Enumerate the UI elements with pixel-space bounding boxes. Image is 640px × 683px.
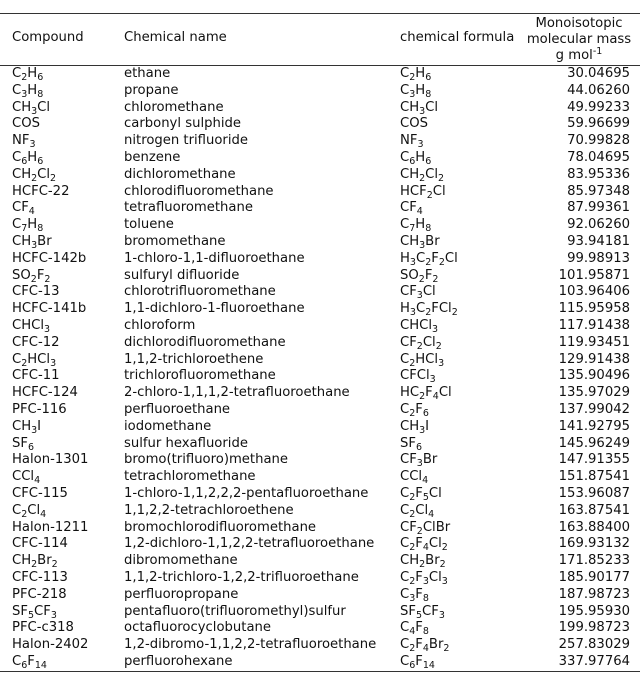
table-row <box>0 486 640 503</box>
cell-compound: CFC-13 <box>12 284 60 300</box>
cell-chemical-formula: $NF_3$ <box>400 133 424 151</box>
cell-chemical-formula: $C_7H_8$ <box>400 217 432 235</box>
header-chemical-name: Chemical name <box>124 30 227 46</box>
cell-chemical-formula: COS <box>400 116 428 132</box>
cell-chemical-name: iodomethane <box>124 418 212 434</box>
cell-compound: $C_6F_{14}$ <box>12 653 47 671</box>
cell-chemical-name: sulfuryl difluoride <box>124 267 240 283</box>
cell-molecular-mass: 163.87541 <box>558 502 630 518</box>
cell-chemical-name: 1,1-dichloro-1-fluoroethane <box>124 301 305 317</box>
cell-molecular-mass: 171.85233 <box>558 553 630 569</box>
cell-compound: $CH_3Br$ <box>12 233 52 251</box>
cell-compound: CFC-113 <box>12 569 68 585</box>
table-row <box>0 217 640 234</box>
table-row <box>0 335 640 352</box>
cell-chemical-name: 1,1,2-trichloro-1,2,2-trifluoroethane <box>124 569 359 585</box>
cell-compound: $NF_3$ <box>12 133 36 151</box>
cell-molecular-mass: 187.98723 <box>558 586 630 602</box>
cell-chemical-name: chlorodifluoromethane <box>124 183 274 199</box>
table-row <box>0 402 640 419</box>
cell-chemical-formula: $CF_3Cl$ <box>400 284 436 302</box>
cell-chemical-name: toluene <box>124 217 174 233</box>
cell-chemical-formula: $SF_6$ <box>400 435 423 453</box>
cell-molecular-mass: 153.96087 <box>558 485 630 501</box>
table-row <box>0 553 640 570</box>
cell-compound: PFC-218 <box>12 586 67 602</box>
header-row <box>0 14 640 66</box>
cell-compound: PFC-116 <box>12 401 67 417</box>
cell-compound: COS <box>12 116 40 132</box>
cell-chemical-formula: $CH_3Cl$ <box>400 99 439 117</box>
cell-chemical-formula: $C_3F_8$ <box>400 586 429 604</box>
cell-molecular-mass: 83.95336 <box>567 166 630 182</box>
cell-chemical-name: 2-chloro-1,1,1,2-tetrafluoroethane <box>124 385 350 401</box>
cell-chemical-name: bromochlorodifluoromethane <box>124 519 317 535</box>
cell-molecular-mass: 93.94181 <box>567 233 630 249</box>
cell-chemical-name: dichlorodifluoromethane <box>124 334 286 350</box>
cell-molecular-mass: 92.06260 <box>567 217 630 233</box>
table-row <box>0 604 640 621</box>
table-row <box>0 66 640 83</box>
cell-chemical-name: 1-chloro-1,1,2,2,2-pentafluoroethane <box>124 485 369 501</box>
cell-compound: $C_2HCl_3$ <box>12 351 57 369</box>
cell-chemical-name: bromo(trifluoro)methane <box>124 452 289 468</box>
header-molecular-mass <box>520 14 640 66</box>
table-row <box>0 301 640 318</box>
cell-chemical-name: sulfur hexafluoride <box>124 435 248 451</box>
table-row <box>0 368 640 385</box>
table-row <box>0 234 640 251</box>
cell-chemical-name: dibromomethane <box>124 553 238 569</box>
cell-molecular-mass: 49.99233 <box>567 99 630 115</box>
cell-chemical-name: 1,1,2-trichloroethene <box>124 351 264 367</box>
table-row <box>0 352 640 369</box>
cell-molecular-mass: 147.91355 <box>558 452 630 468</box>
cell-compound: $CH_2Cl_2$ <box>12 166 57 184</box>
table-row <box>0 100 640 117</box>
cell-molecular-mass: 103.96406 <box>558 284 630 300</box>
cell-compound: HCFC-142b <box>12 250 87 266</box>
cell-molecular-mass: 99.98913 <box>567 250 630 266</box>
cell-molecular-mass: 169.93132 <box>558 536 630 552</box>
table-row <box>0 385 640 402</box>
table-row <box>0 436 640 453</box>
cell-chemical-formula: $CF_2Cl_2$ <box>400 334 442 352</box>
cell-molecular-mass: 119.93451 <box>558 334 630 350</box>
cell-compound: Halon-2402 <box>12 637 89 653</box>
cell-chemical-name: octafluorocyclobutane <box>124 620 271 636</box>
compounds-table <box>0 13 640 672</box>
cell-compound: Halon-1211 <box>12 519 89 535</box>
table-row <box>0 520 640 537</box>
cell-molecular-mass: 101.95871 <box>558 267 630 283</box>
cell-compound: $CH_3Cl$ <box>12 99 51 117</box>
cell-chemical-name: ethane <box>124 66 171 81</box>
cell-molecular-mass: 337.97764 <box>558 653 630 669</box>
cell-chemical-formula: $C_2Cl_4$ <box>400 502 435 520</box>
cell-chemical-formula: $H_3C_2F_2Cl$ <box>400 250 458 268</box>
table-row <box>0 469 640 486</box>
cell-chemical-formula: $CH_3Br$ <box>400 233 440 251</box>
cell-chemical-name: bromomethane <box>124 233 226 249</box>
cell-compound: $C_3H_8$ <box>12 82 44 100</box>
cell-chemical-name: benzene <box>124 149 181 165</box>
cell-compound: Halon-1301 <box>12 452 89 468</box>
cell-compound: $CH_2Br_2$ <box>12 553 58 571</box>
cell-molecular-mass: 70.99828 <box>567 133 630 149</box>
cell-molecular-mass: 78.04695 <box>567 149 630 165</box>
cell-compound: PFC-c318 <box>12 620 74 636</box>
cell-compound: $SF_5CF_3$ <box>12 603 57 621</box>
cell-molecular-mass: 115.95958 <box>558 301 630 317</box>
cell-chemical-name: chlorotrifluoromethane <box>124 284 276 300</box>
cell-compound: HCFC-124 <box>12 385 78 401</box>
cell-chemical-formula: $C_2F_5Cl$ <box>400 485 442 503</box>
cell-molecular-mass: 199.98723 <box>558 620 630 636</box>
table-row <box>0 587 640 604</box>
cell-chemical-formula: CHCl$_3$ <box>400 317 439 335</box>
cell-molecular-mass: 195.95930 <box>558 603 630 619</box>
cell-chemical-formula: $CF_3Br$ <box>400 452 438 470</box>
cell-compound: $SO_2F_2$ <box>12 267 51 285</box>
table-row <box>0 419 640 436</box>
table-row <box>0 251 640 268</box>
cell-chemical-formula: $H_3C_2FCl_2$ <box>400 301 458 319</box>
table-row <box>0 318 640 335</box>
cell-chemical-formula: $CH_3I$ <box>400 418 430 436</box>
table-row <box>0 167 640 184</box>
cell-chemical-formula: $C_2H_6$ <box>400 66 432 83</box>
cell-chemical-formula: $C_6H_6$ <box>400 149 432 167</box>
table-row <box>0 133 640 150</box>
header-chemical-formula: chemical formula <box>400 30 515 46</box>
cell-chemical-formula: $CH_2Cl_2$ <box>400 166 445 184</box>
cell-chemical-formula: $HCF_2Cl$ <box>400 183 446 201</box>
cell-compound: HCFC-22 <box>12 183 70 199</box>
cell-chemical-name: nitrogen trifluoride <box>124 133 248 149</box>
table-row <box>0 536 640 553</box>
table-body <box>0 66 640 672</box>
cell-chemical-name: chloroform <box>124 317 196 333</box>
cell-chemical-formula: $C_2F_4Cl_2$ <box>400 536 448 554</box>
cell-chemical-name: 1-chloro-1,1-difluoroethane <box>124 250 305 266</box>
header-mass-line2: molecular mass <box>526 32 632 47</box>
cell-molecular-mass: 135.97029 <box>558 385 630 401</box>
cell-chemical-formula: $C_3H_8$ <box>400 82 432 100</box>
cell-chemical-name: propane <box>124 82 179 98</box>
cell-chemical-formula: CFCl$_3$ <box>400 368 436 386</box>
cell-compound: $C_6H_6$ <box>12 149 44 167</box>
cell-chemical-name: 1,1,2,2-tetrachloroethene <box>124 502 294 518</box>
cell-molecular-mass: 129.91438 <box>558 351 630 367</box>
cell-molecular-mass: 87.99361 <box>567 200 630 216</box>
cell-compound: $C_7H_8$ <box>12 217 44 235</box>
cell-chemical-name: dichloromethane <box>124 166 236 182</box>
cell-chemical-name: pentafluoro(trifluoromethyl)sulfur <box>124 603 346 619</box>
table-row <box>0 654 640 671</box>
cell-chemical-name: perfluoroethane <box>124 401 231 417</box>
cell-chemical-formula: $HC_2F_4Cl$ <box>400 385 452 403</box>
cell-chemical-formula: $C_2F_4Br_2$ <box>400 637 450 655</box>
table-row <box>0 150 640 167</box>
cell-molecular-mass: 137.99042 <box>558 401 630 417</box>
cell-chemical-formula: $C_6F_{14}$ <box>400 653 435 671</box>
cell-compound: HCFC-141b <box>12 301 87 317</box>
cell-molecular-mass: 44.06260 <box>567 82 630 98</box>
cell-molecular-mass: 151.87541 <box>558 469 630 485</box>
cell-compound: CFC-12 <box>12 334 60 350</box>
cell-molecular-mass: 163.88400 <box>558 519 630 535</box>
table-row <box>0 200 640 217</box>
table-row <box>0 116 640 133</box>
cell-chemical-formula: $C_2F_6$ <box>400 401 429 419</box>
cell-chemical-name: 1,2-dibromo-1,1,2,2-tetrafluoroethane <box>124 637 377 653</box>
cell-compound: $CH_3I$ <box>12 418 42 436</box>
cell-molecular-mass: 257.83029 <box>558 637 630 653</box>
cell-compound: $C_2Cl_4$ <box>12 502 47 520</box>
cell-chemical-formula: $SO_2F_2$ <box>400 267 439 285</box>
cell-molecular-mass: 117.91438 <box>558 317 630 333</box>
table-row <box>0 503 640 520</box>
cell-compound: $C_2H_6$ <box>12 66 44 83</box>
header-mass-line1: Monoisotopic <box>535 16 623 31</box>
cell-molecular-mass: 85.97348 <box>567 183 630 199</box>
cell-compound: CHCl$_3$ <box>12 317 51 335</box>
cell-chemical-formula: $C_2F_3Cl_3$ <box>400 569 448 587</box>
table-row <box>0 637 640 654</box>
cell-chemical-name: perfluorohexane <box>124 653 233 669</box>
cell-chemical-formula: $C_4F_8$ <box>400 620 429 638</box>
cell-compound: $CF_4$ <box>12 200 35 218</box>
cell-chemical-formula: $CF_2ClBr$ <box>400 519 451 537</box>
cell-molecular-mass: 30.04695 <box>567 66 630 81</box>
cell-chemical-name: carbonyl sulphide <box>124 116 241 132</box>
cell-chemical-name: perfluoropropane <box>124 586 239 602</box>
cell-molecular-mass: 141.92795 <box>558 418 630 434</box>
cell-chemical-name: tetrachloromethane <box>124 469 256 485</box>
header-mass-unit: g mol$^{-1}$ <box>555 46 603 63</box>
cell-compound: CFC-114 <box>12 536 68 552</box>
table-row <box>0 184 640 201</box>
cell-compound: CFC-11 <box>12 368 60 384</box>
cell-compound: CCl$_4$ <box>12 469 41 487</box>
cell-chemical-name: chloromethane <box>124 99 224 115</box>
cell-molecular-mass: 145.96249 <box>558 435 630 451</box>
cell-compound: CFC-115 <box>12 485 68 501</box>
cell-molecular-mass: 59.96699 <box>567 116 630 132</box>
table-row <box>0 268 640 285</box>
table-row <box>0 83 640 100</box>
cell-compound: $SF_6$ <box>12 435 35 453</box>
cell-molecular-mass: 135.90496 <box>558 368 630 384</box>
cell-chemical-formula: $SF_5CF_3$ <box>400 603 445 621</box>
cell-molecular-mass: 185.90177 <box>558 569 630 585</box>
cell-chemical-formula: $CF_4$ <box>400 200 423 218</box>
cell-chemical-name: trichlorofluoromethane <box>124 368 276 384</box>
table-row <box>0 570 640 587</box>
cell-chemical-formula: $CH_2Br_2$ <box>400 553 446 571</box>
table-row <box>0 452 640 469</box>
table-row <box>0 284 640 301</box>
cell-chemical-name: tetrafluoromethane <box>124 200 253 216</box>
table-row <box>0 620 640 637</box>
header-compound: Compound <box>12 30 84 46</box>
cell-chemical-formula: CCl$_4$ <box>400 469 429 487</box>
cell-chemical-name: 1,2-dichloro-1,1,2,2-tetrafluoroethane <box>124 536 375 552</box>
cell-chemical-formula: $C_2HCl_3$ <box>400 351 445 369</box>
